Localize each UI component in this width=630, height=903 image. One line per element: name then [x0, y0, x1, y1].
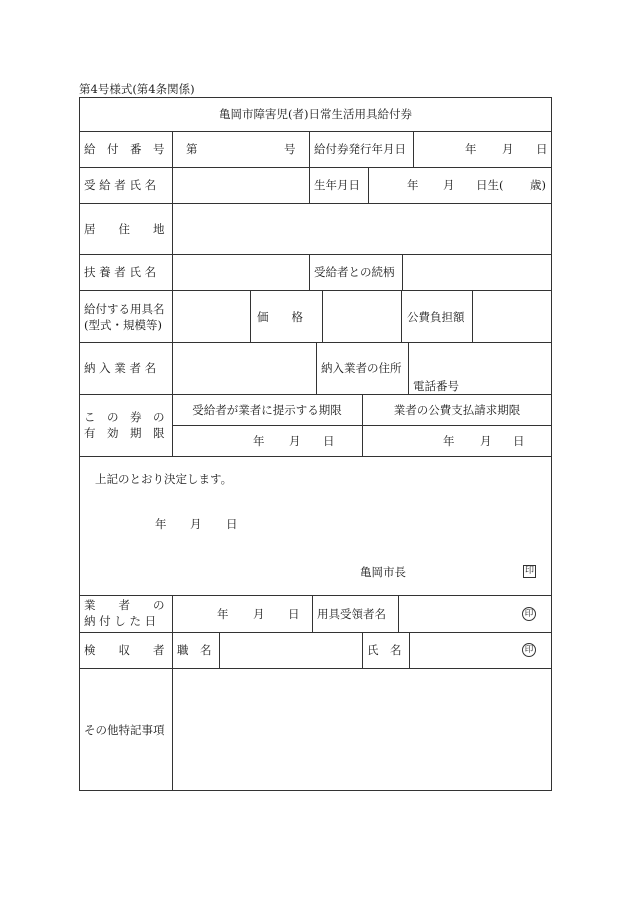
- recipient-name-label: 受 給 者 氏 名: [84, 178, 157, 192]
- form-title: 亀岡市障害児(者)日常生活用具給付券: [219, 107, 412, 121]
- delivery-label-1: 業 者 の: [84, 598, 165, 612]
- validity-label-2: 有 効 期 限: [84, 426, 165, 440]
- phone-label: 電話番号: [413, 379, 459, 393]
- claim-deadline-header: 業者の公費支払請求期限: [393, 403, 521, 417]
- decision-date-month: 月: [190, 517, 202, 531]
- col-divider: [250, 290, 251, 342]
- birthdate-year: 年: [407, 178, 419, 192]
- birthdate-day: 日生(: [476, 178, 504, 192]
- present-deadline-year: 年: [253, 434, 265, 448]
- col-divider: [312, 595, 313, 632]
- delivery-label-2: 納 付 し た 日: [84, 614, 157, 628]
- issue-date-month: 月: [502, 142, 514, 156]
- col-divider: [219, 632, 220, 668]
- ticket-number-label: 給 付 番 号: [84, 142, 165, 156]
- claim-deadline-day: 日: [513, 434, 525, 448]
- col-divider: [309, 131, 310, 167]
- ticket-dai: 第: [186, 142, 198, 156]
- item-spec-label: (型式・規模等): [84, 318, 162, 332]
- row-divider: [79, 290, 552, 291]
- receiver-seal-icon: 印: [522, 607, 536, 621]
- decision-text: 上記のとおり決定します。: [95, 472, 233, 486]
- row-divider: [79, 668, 552, 669]
- col-divider: [309, 254, 310, 290]
- guardian-name-label: 扶 養 者 氏 名: [84, 265, 157, 279]
- birthdate-age: 歳): [530, 178, 546, 192]
- decision-date-year: 年: [155, 517, 167, 531]
- claim-deadline-year: 年: [443, 434, 455, 448]
- relation-label: 受給者との続柄: [314, 265, 395, 279]
- validity-label-1: こ の 券 の: [84, 410, 165, 424]
- public-burden-label: 公費負担額: [407, 310, 465, 324]
- delivery-date-month: 月: [253, 607, 265, 621]
- mayor-seal-icon: 印: [524, 566, 534, 576]
- row-divider: [79, 167, 552, 168]
- col-divider: [368, 167, 369, 203]
- col-divider: [413, 131, 414, 167]
- present-deadline-header: 受給者が業者に提示する期限: [192, 403, 342, 417]
- decision-date-day: 日: [226, 517, 238, 531]
- present-deadline-day: 日: [323, 434, 335, 448]
- inspector-label: 検 収 者: [84, 643, 165, 657]
- issue-date-label: 給付券発行年月日: [314, 142, 406, 156]
- receiver-name-label: 用具受領者名: [317, 607, 386, 621]
- col-divider: [472, 290, 473, 342]
- vendor-address-label: 納入業者の住所: [321, 361, 402, 375]
- row-divider: [79, 131, 552, 132]
- col-divider: [401, 290, 402, 342]
- col-divider: [409, 632, 410, 668]
- row-divider: [79, 203, 552, 204]
- issue-date-year: 年: [465, 142, 477, 156]
- col-divider: [309, 167, 310, 203]
- col-divider: [402, 254, 403, 290]
- vendor-name-label: 納 入 業 者 名: [84, 361, 157, 375]
- row-divider: [79, 632, 552, 633]
- notes-label: その他特記事項: [84, 723, 165, 737]
- row-divider: [79, 456, 552, 457]
- col-divider: [172, 595, 173, 791]
- col-divider: [316, 342, 317, 394]
- col-divider: [322, 290, 323, 342]
- address-label: 居 住 地: [84, 222, 165, 236]
- delivery-date-year: 年: [217, 607, 229, 621]
- col-divider: [398, 595, 399, 632]
- col-divider: [362, 632, 363, 668]
- birthdate-label: 生年月日: [314, 178, 360, 192]
- job-title-label: 職 名: [177, 643, 212, 657]
- row-divider: [79, 394, 552, 395]
- price-label: 価 格: [257, 310, 303, 324]
- claim-deadline-month: 月: [480, 434, 492, 448]
- mayor-label: 亀岡市長: [360, 565, 406, 579]
- inspector-seal-icon: 印: [522, 643, 536, 657]
- delivery-date-day: 日: [288, 607, 300, 621]
- issue-date-day: 日: [536, 142, 548, 156]
- row-divider: [79, 595, 552, 596]
- inspector-name-label: 氏 名: [367, 643, 402, 657]
- birthdate-month: 月: [443, 178, 455, 192]
- row-divider: [79, 254, 552, 255]
- form-number: 第4号様式(第4条関係): [79, 82, 195, 96]
- item-name-label: 給付する用具名: [84, 302, 165, 316]
- present-deadline-month: 月: [289, 434, 301, 448]
- col-divider: [408, 342, 409, 394]
- ticket-go: 号: [284, 142, 296, 156]
